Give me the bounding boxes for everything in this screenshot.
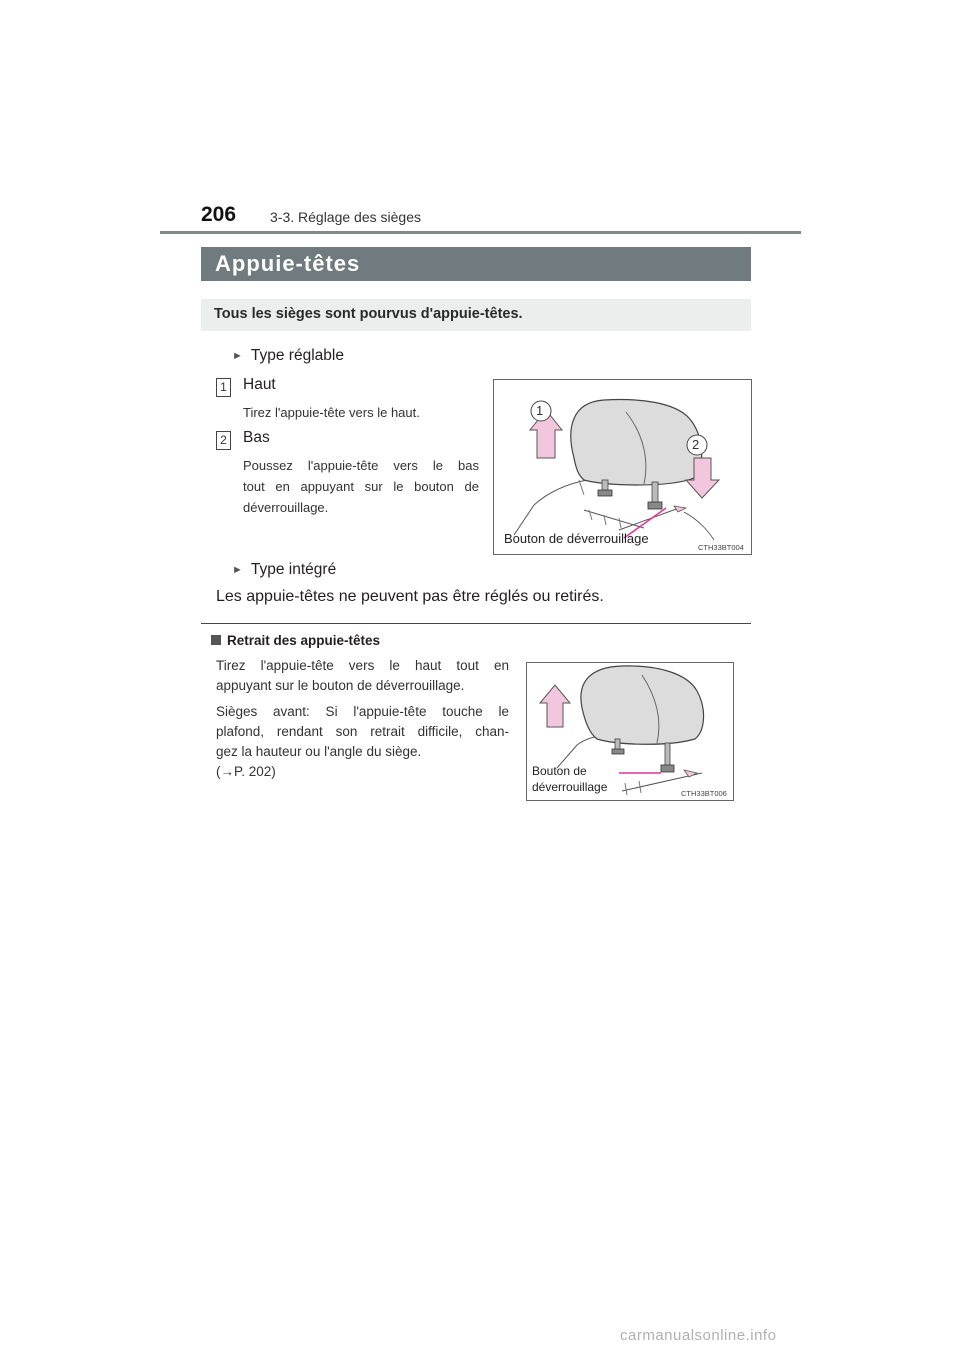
release-button-label-line-1: Bouton de (532, 764, 587, 778)
callout-2: 2 (692, 437, 700, 452)
intro-text: Tous les sièges sont pourvus d'appuie-têtes. (214, 306, 523, 322)
square-bullet-icon (211, 635, 221, 645)
type-integrated (232, 561, 336, 579)
headrest-illustration (494, 380, 751, 554)
section-title: 3-3. Réglage des sièges (270, 209, 421, 225)
step-number-1: 1 (216, 378, 231, 397)
type-adjustable (232, 347, 344, 365)
figure-code: CTH33BT004 (698, 543, 744, 552)
removal-p2-line-2: plafond, rendant son retrait difficile, chan- (216, 724, 509, 739)
page-reference: (→P. 202) (216, 764, 276, 779)
figure-headrest-adjustable (493, 379, 752, 555)
type-integrated-label: Type intégré (250, 561, 337, 578)
triangle-bullet-icon: ► (232, 350, 243, 362)
page-title: Appuie-têtes (215, 251, 361, 276)
removal-p2-line-1: Sièges avant: Si l'appuie-tête touche le (216, 704, 509, 719)
integrated-text: Les appuie-têtes ne peuvent pas être réglés ou retirés. (216, 588, 604, 605)
removal-p1-line-1: Tirez l'appuie-tête vers le haut tout en (216, 658, 509, 673)
step-desc-up: Tirez l'appuie-tête vers le haut. (243, 405, 420, 420)
removal-paragraph-2 (216, 702, 509, 782)
sub-heading-text: Retrait des appuie-têtes (227, 633, 381, 648)
sub-heading (211, 633, 380, 648)
step-label-up: Haut (243, 376, 276, 393)
figure-code: CTH33BT006 (681, 789, 727, 798)
removal-p1-line-2: appuyant sur le bouton de déverrouillage. (216, 678, 465, 693)
title-bar (201, 247, 751, 281)
triangle-bullet-icon: ► (232, 564, 243, 576)
intro-box (201, 299, 751, 331)
release-button-label-line-2: déverrouillage (532, 780, 608, 794)
step-desc-down-line-3: déverrouillage. (243, 500, 329, 515)
type-adjustable-label: Type réglable (250, 347, 344, 364)
page-number: 206 (201, 203, 237, 226)
step-desc-down-line-1: Poussez l'appuie-tête vers le bas (243, 458, 479, 473)
release-button-label: Bouton de déverrouillage (504, 531, 649, 546)
step-number-2: 2 (216, 431, 231, 450)
header-rule (160, 231, 801, 234)
removal-p2-line-3: gez la hauteur ou l'angle du siège. (216, 744, 422, 759)
step-desc-down (243, 455, 479, 518)
step-desc-down-line-2: tout en appuyant sur le bouton de (243, 479, 479, 494)
step-label-down: Bas (243, 429, 270, 446)
callout-1: 1 (536, 403, 544, 418)
watermark: carmanualsonline.info (620, 1327, 777, 1344)
removal-paragraph-1 (216, 656, 509, 696)
section-divider (201, 623, 751, 624)
figure-headrest-removal (526, 662, 734, 801)
